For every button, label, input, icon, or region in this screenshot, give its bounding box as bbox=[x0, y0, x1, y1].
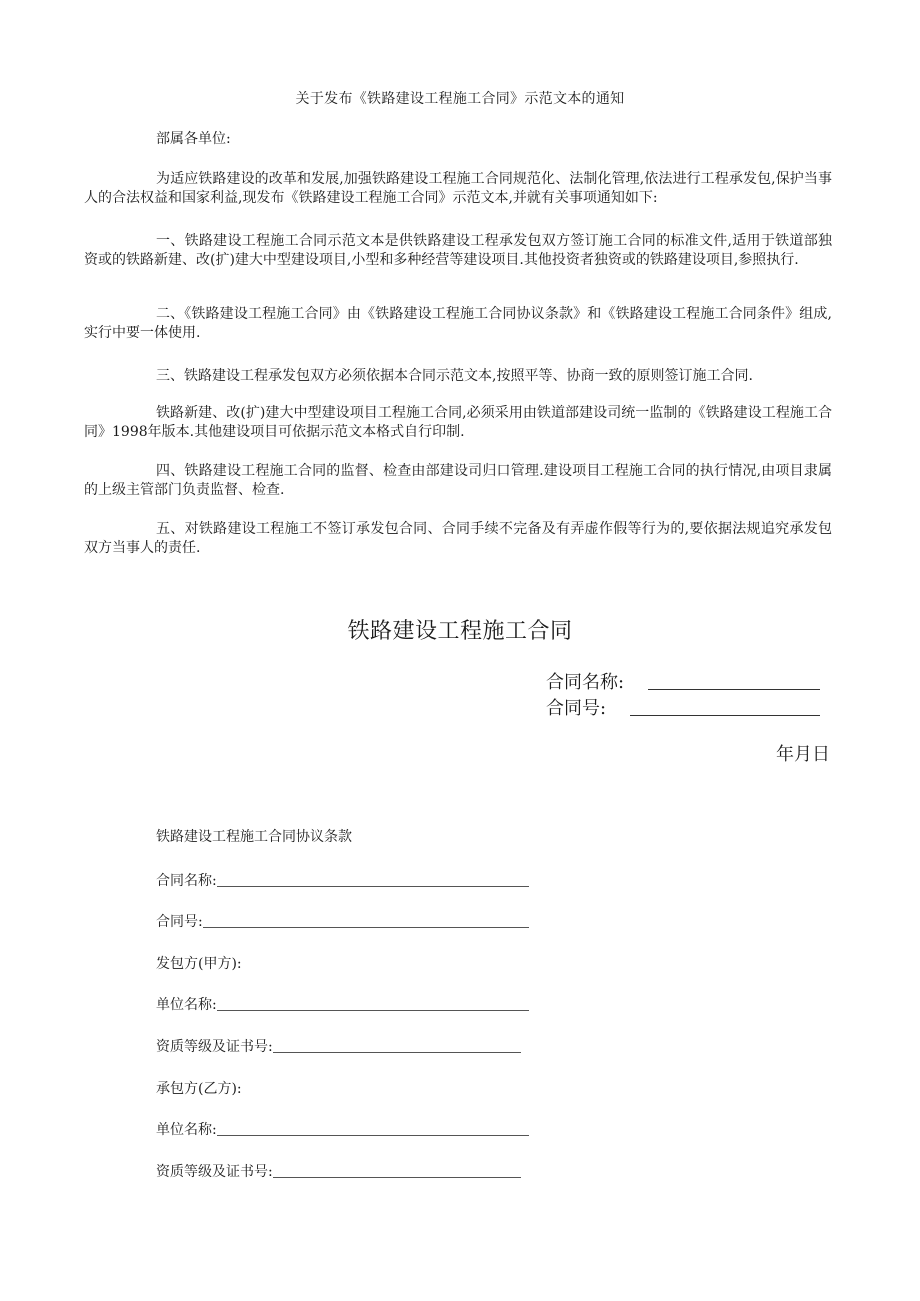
field-label: 资质等级及证书号: bbox=[156, 1039, 273, 1055]
notice-paragraph-4: 四、铁路建设工程施工合同的监督、检查由部建设司归口管理.建设项目工程施工合同的执行情况,由项目隶属的上级主管部门负责监督、检查. bbox=[84, 463, 832, 498]
agreement-employer-qualification-field bbox=[156, 1036, 521, 1056]
notice-paragraph-intro: 为适应铁路建设的改革和发展,加强铁路建设工程施工合同规范化、法制化管理,依法进行工程承发包,保护当事人的合法权益和国家利益,现发布《铁路建设工程施工合同》示范文本,并就有关事项通知如下: bbox=[84, 171, 832, 206]
contract-no-blank[interactable] bbox=[203, 927, 529, 928]
notice-paragraph-3: 三、铁路建设工程承发包双方必须依据本合同示范文本,按照平等、协商一致的原则签订施工合同. bbox=[156, 368, 753, 384]
notice-paragraph-2: 二、《铁路建设工程施工合同》由《铁路建设工程施工合同协议条款》和《铁路建设工程施工合同条件》组成,实行中要一体使用. bbox=[84, 306, 832, 341]
notice-salutation: 部属各单位: bbox=[156, 131, 231, 147]
field-label: 发包方(甲方): bbox=[156, 956, 242, 972]
agreement-contract-no-field bbox=[156, 911, 529, 931]
cover-contract-no-blank[interactable] bbox=[630, 715, 820, 716]
contractor-qualification-blank[interactable] bbox=[273, 1177, 521, 1178]
contract-name-blank[interactable] bbox=[217, 886, 529, 887]
notice-paragraph-1: 一、铁路建设工程施工合同示范文本是供铁路建设工程承发包双方签订施工合同的标准文件,适用于铁道部独资或的铁路新建、改(扩)建大中型建设项目,小型和多种经营等建设项目.其他投资者独资或的铁路建设项目,参照执行. bbox=[84, 233, 832, 268]
field-label: 承包方(乙方): bbox=[156, 1081, 242, 1097]
cover-contract-name-label: 合同名称: bbox=[546, 672, 625, 693]
cover-date: 年月日 bbox=[776, 744, 830, 765]
field-label: 单位名称: bbox=[156, 997, 217, 1013]
contractor-unit-blank[interactable] bbox=[217, 1135, 529, 1136]
agreement-employer-heading bbox=[156, 953, 242, 973]
field-label: 合同号: bbox=[156, 914, 203, 930]
employer-qualification-blank[interactable] bbox=[273, 1052, 521, 1053]
notice-paragraph-3-note: 铁路新建、改(扩)建大中型建设项目工程施工合同,必须采用由铁道部建设司统一监制的《铁路建设工程施工合同》1998年版本.其他建设项目可依据示范文本格式自行印制. bbox=[84, 405, 832, 440]
cover-contract-name-field bbox=[546, 668, 820, 694]
cover-contract-name-blank[interactable] bbox=[648, 689, 820, 690]
agreement-contractor-qualification-field bbox=[156, 1161, 521, 1181]
field-label: 单位名称: bbox=[156, 1122, 217, 1138]
cover-contract-no-field bbox=[546, 694, 820, 720]
contract-cover-title: 铁路建设工程施工合同 bbox=[347, 619, 573, 644]
field-label: 合同名称: bbox=[156, 873, 217, 889]
employer-unit-blank[interactable] bbox=[217, 1010, 529, 1011]
agreement-employer-unit-field bbox=[156, 994, 529, 1014]
cover-contract-no-label: 合同号: bbox=[546, 698, 607, 719]
agreement-title: 铁路建设工程施工合同协议条款 bbox=[156, 829, 352, 845]
field-label: 资质等级及证书号: bbox=[156, 1164, 273, 1180]
agreement-contractor-unit-field bbox=[156, 1119, 529, 1139]
agreement-contract-name-field bbox=[156, 870, 529, 890]
agreement-contractor-heading bbox=[156, 1078, 242, 1098]
notice-paragraph-5: 五、对铁路建设工程施工不签订承发包合同、合同手续不完备及有弄虚作假等行为的,要依据法规追究承发包双方当事人的责任. bbox=[84, 521, 832, 556]
notice-title: 关于发布《铁路建设工程施工合同》示范文本的通知 bbox=[295, 91, 625, 107]
